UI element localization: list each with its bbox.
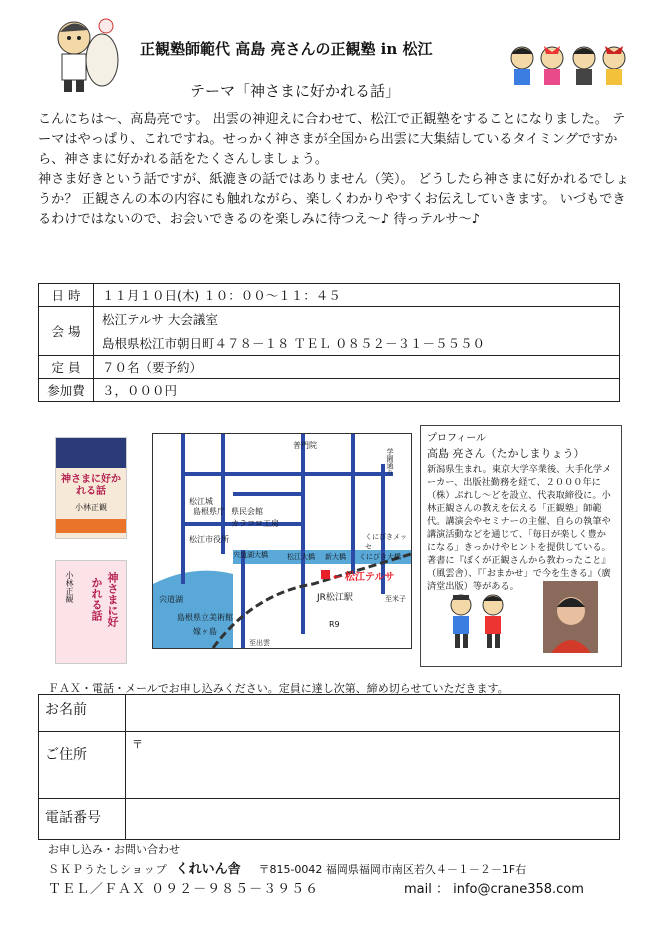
capacity-row [39,356,620,379]
map-label-prefectural-office: 島根県庁 [193,507,225,516]
contact-mail[interactable]: mail ： info@crane358.com [404,882,584,897]
map-label-r9: R9 [329,620,340,629]
intro-text [38,110,630,230]
map-label-city-office: 松江市役所 [189,535,229,544]
intro-paragraph-1: こんにちは～、高島亮です。 出雲の神迎えに合わせて、松江で正観塾をすることになりました。 テーマはやっぱり、これですね。せっかく神さまが全国から出雲に大集結しているタイミングですから、神さまに好かれる話をたくさんしましょう。 [38,112,626,167]
map-label-shinjiko-bridge: 宍道湖大橋 [233,551,268,559]
map-label-jr-matsue: JR松江駅 [317,593,353,603]
map-label-shinjiko: 宍道湖 [159,595,183,604]
mascot-illustration [52,12,124,94]
map-label-karakoro: カラコロ工房 [231,519,279,528]
date-value: １１月１０日(木) １０：００～１１：４５ [94,284,620,307]
shop-name: くれいん舎 [175,862,241,877]
date-row [39,284,620,307]
venue-name: 松江テルサ 大会議室 [102,312,218,327]
map-label-yomegashima: 嫁ヶ島 [193,627,217,636]
fee-value: ３，０００円 [94,379,620,402]
book-cover-1 [55,437,127,539]
profile-photo [543,581,598,653]
map-label-shin-bridge: 新大橋 [325,553,346,561]
book-cover-2 [55,560,127,664]
form-row-name [39,695,620,732]
map-label-matsue-bridge: 松江大橋 [287,553,315,561]
name-field[interactable] [126,695,620,732]
profile-characters-illustration [443,591,513,655]
name-label: お名前 [39,695,126,732]
phone-field[interactable] [126,799,620,840]
date-label: 日 時 [39,284,94,307]
venue-label: 会 場 [39,307,94,356]
profile-body: 新潟県生まれ。東京大学卒業後、大手化学メーカー、出版社勤務を経て、２０００年に（株）ぷれし～どを設立、代表取締役に。小林正観さんの教えを伝える「正観塾」師範代。講演会やセミナーの主催、自らの執筆や講演活動などを通じて、「毎日が楽しく豊かになる」きっかけやヒントを提供している。 著書に『ぼくが正観さんから教わったこと』（風雲舎）、『「おまかせ」で今を生きる』（廣済堂出版）等がある。 [427,464,612,592]
contact-telfax: ＴＥＬ／ＦＡＸ ０９２－９８５－３９５６ [48,882,320,897]
map-label-kunibiki-messe: くにびきメッセ [365,533,407,551]
contact-heading: お申し込み・お問い合わせ [48,843,180,856]
address-label: ご住所 [39,732,126,799]
profile-heading: プロフィール [427,433,486,444]
form-row-phone [39,799,620,840]
theme-title: テーマ「神さまに好かれる話」 [190,82,401,100]
map-label-to-yonago: 至米子 [385,595,406,603]
shop-prefix: ＳＫＰうたしショップ [48,863,168,876]
map-label-kunibiki-bridge: くにびき大橋 [359,553,401,561]
form-row-address [39,732,620,799]
book2-author: 小林正観 [65,571,74,603]
map-terrsa-pointer: ← 松江テルサ [333,572,395,583]
page-title: 正観塾師範代 高島 亮さんの正観塾 in 松江 [140,40,433,58]
application-note: ＦＡＸ・電話・メールでお申し込みください。定員に達し次第、締め切らせていただきます。 [48,682,509,695]
book1-author: 小林正観 [75,503,107,512]
fee-row [39,379,620,402]
capacity-label: 定 員 [39,356,94,379]
phone-label: 電話番号 [39,799,126,840]
intro-paragraph-2: 神さま好きという話ですが、紙漉きの話ではありません（笑）。 どうしたら神さまに好かれるでしょうか？ 正観さんの本の内容にも触れながら、楽しくわかりやすくお伝えしていきます。 いづもできるわけではないので、お会いできるのを楽しみに待つえ～♪ 待っテルサ～♪ [38,172,629,227]
map-label-fumonin: 普門院 [293,441,317,450]
venue-row [39,307,620,356]
profile-box [420,425,622,667]
profile-name: 高島 亮さん（たかしまりょう） [427,447,585,460]
map-label-to-izumo: 至出雲 [249,639,270,647]
application-form [38,694,620,840]
venue-map [152,433,412,649]
address-field[interactable] [126,732,620,799]
map-label-matsue-castle: 松江城 [189,497,213,506]
shop-postal-address: 〒815-0042 福岡県福岡市南区若久４－１－２－1F右 [258,863,527,876]
map-label-art-museum: 島根県立美術館 [177,613,233,622]
fee-label: 参加費 [39,379,94,402]
event-info-table [38,283,620,402]
map-label-kenmin-kaikan: 県民会館 [231,507,263,516]
characters-illustration [508,40,628,90]
contact-shop-line [48,858,526,877]
postal-mark: 〒 [132,738,143,751]
book2-title: 神さまに好かれる話 [90,571,119,627]
venue-address: 島根県松江市朝日町４７８－１８ ＴＥＬ ０８５２－３１－５５５０ [102,336,485,351]
map-label-gakuen-dori: 学園通り [386,448,394,476]
book1-title: 神さまに好かれる話 [61,474,121,497]
capacity-value: ７０名（要予約） [94,356,620,379]
